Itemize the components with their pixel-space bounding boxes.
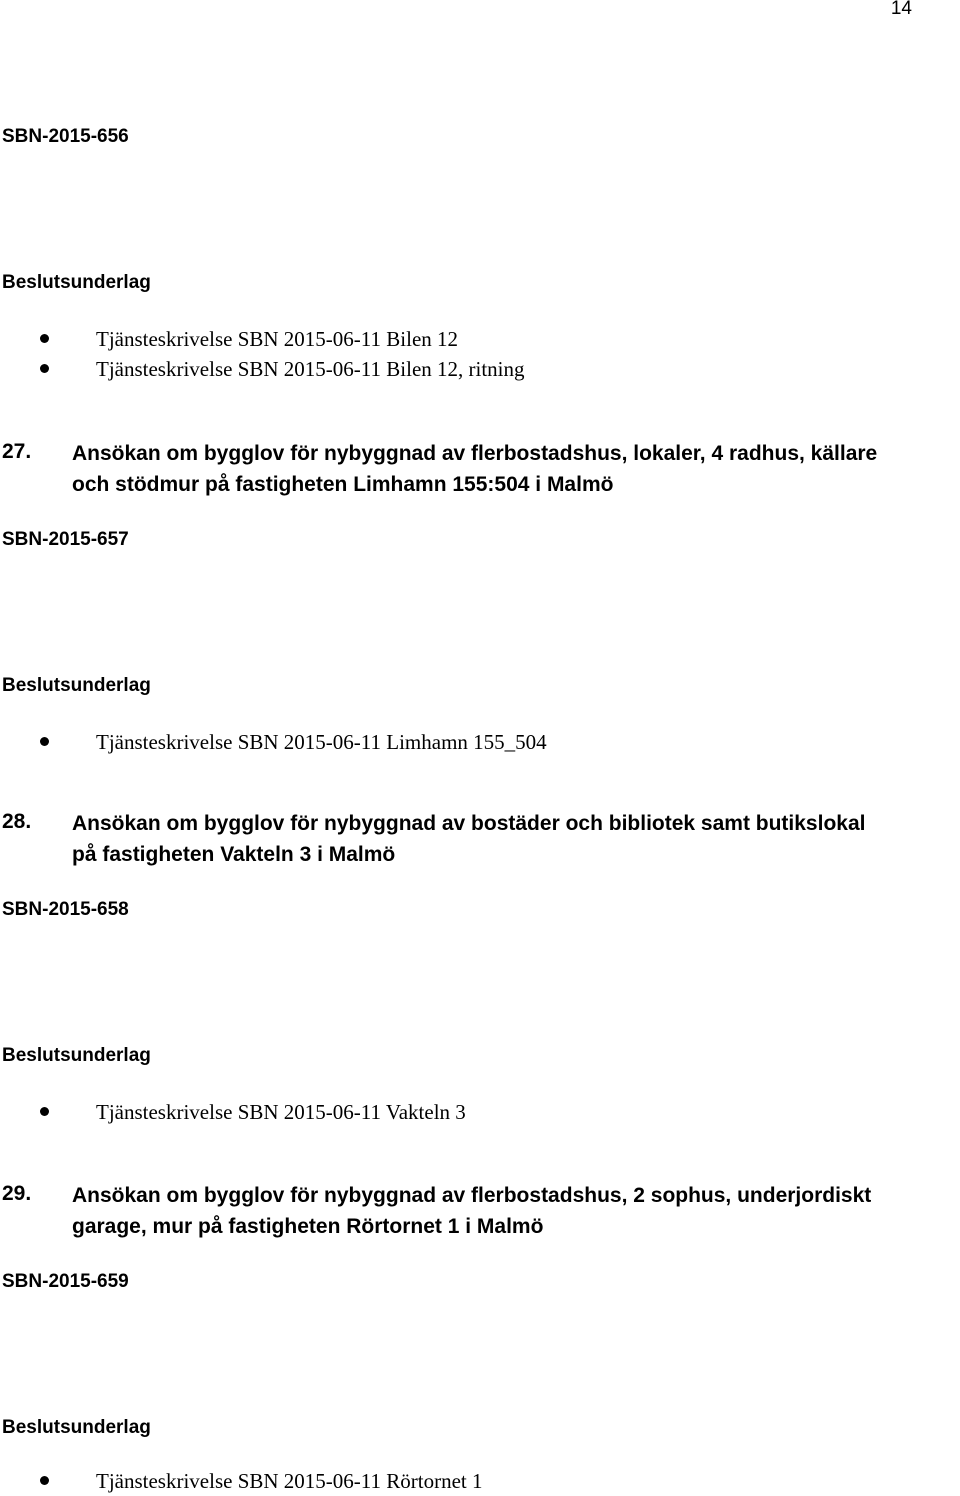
item-number: 29. — [2, 1182, 32, 1205]
case-id: SBN-2015-658 — [2, 899, 129, 920]
document-title: Tjänsteskrivelse SBN 2015-06-11 Bilen 12, ritning — [96, 357, 525, 381]
underlag-heading: Beslutsunderlag — [2, 272, 151, 293]
item-title — [72, 438, 877, 500]
underlag-heading: Beslutsunderlag — [2, 675, 151, 696]
document-title: Tjänsteskrivelse SBN 2015-06-11 Rörtornet 1 — [96, 1469, 483, 1493]
item-title — [72, 808, 865, 870]
case-id: SBN-2015-656 — [2, 126, 129, 147]
underlag-heading: Beslutsunderlag — [2, 1417, 151, 1438]
item-title-line: Ansökan om bygglov för nybyggnad av flerbostadshus, lokaler, 4 radhus, källare — [72, 442, 878, 465]
document-title: Tjänsteskrivelse SBN 2015-06-11 Vakteln 3 — [96, 1100, 466, 1124]
underlag-heading: Beslutsunderlag — [2, 1045, 151, 1066]
bullet-icon — [40, 1107, 49, 1116]
page-number: 14 — [890, 0, 912, 19]
bullet-icon — [40, 334, 49, 343]
item-number: 27. — [2, 440, 32, 463]
item-number: 28. — [2, 810, 32, 833]
case-id: SBN-2015-659 — [2, 1271, 129, 1292]
document-title: Tjänsteskrivelse SBN 2015-06-11 Bilen 12 — [96, 327, 459, 351]
item-title-line: på fastigheten Vakteln 3 i Malmö — [72, 843, 396, 866]
item-title-line: Ansökan om bygglov för nybyggnad av flerbostadshus, 2 sophus, underjordiskt — [72, 1184, 872, 1207]
item-title-line: garage, mur på fastigheten Rörtornet 1 i Malmö — [72, 1215, 544, 1238]
bullet-icon — [40, 737, 49, 746]
case-id: SBN-2015-657 — [2, 529, 129, 550]
bullet-icon — [40, 1476, 49, 1485]
bullet-icon — [40, 364, 49, 373]
item-title-line: Ansökan om bygglov för nybyggnad av bostäder och bibliotek samt butikslokal — [72, 812, 866, 835]
item-title-line: och stödmur på fastigheten Limhamn 155:504 i Malmö — [72, 473, 614, 496]
document-title: Tjänsteskrivelse SBN 2015-06-11 Limhamn 155_504 — [96, 730, 547, 754]
item-title — [72, 1180, 871, 1242]
